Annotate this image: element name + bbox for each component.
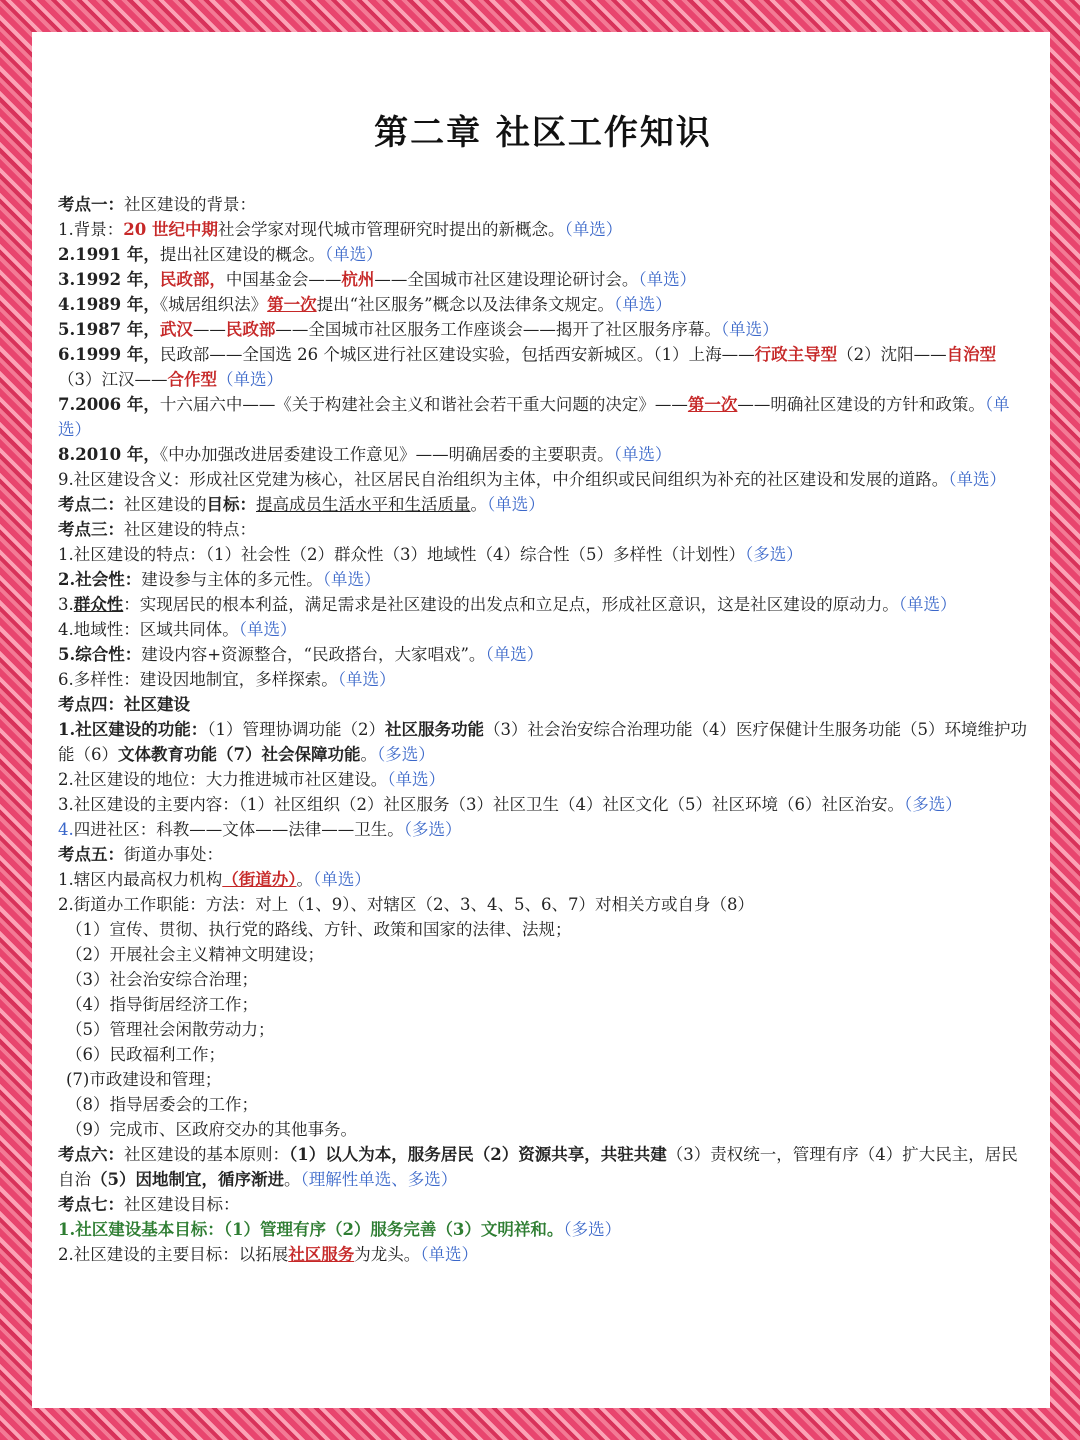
text-line	[58, 217, 1028, 242]
text-line	[58, 1192, 1028, 1217]
question-type-tag: （单选）	[337, 670, 396, 689]
text-segment: 社会学家对现代城市管理研究时提出的新概念。	[217, 220, 565, 239]
text-segment: 考点三：	[58, 520, 124, 539]
text-segment: ：实现居民的根本利益，满足需求是社区建设的出发点和立足点，形成社区意识，这是社区建设的原动力。	[123, 595, 899, 614]
text-segment: 9.社区建设含义：形成社区党建为核心，社区居民自治组织为主体，中介组织或民间组织为补充的社区建设和发展的道路。	[58, 470, 949, 489]
text-line	[58, 267, 1028, 292]
question-type-tag: （单选）	[322, 570, 381, 589]
text-segment: 合作型	[167, 370, 217, 389]
text-segment: 2.社区建设的地位：大力推进城市社区建设。	[58, 770, 388, 789]
text-segment: 7.2006 年，	[58, 395, 160, 414]
text-segment: 考点二：	[58, 495, 124, 514]
question-type-tag: （多选）	[744, 545, 803, 564]
text-line	[58, 767, 1028, 792]
text-line	[58, 1017, 1028, 1042]
text-segment: 1.社区建设基本目标：（1）管理有序（2）服务完善（3）文明祥和。	[58, 1220, 564, 1239]
question-type-tag: （多选）	[563, 1220, 622, 1239]
text-segment: 第一次	[687, 395, 738, 414]
text-segment: 4.1989 年，	[58, 295, 160, 314]
text-segment: （1）管理协调功能（2）	[207, 720, 385, 739]
text-segment: 提出社区建设的概念。	[159, 245, 325, 264]
question-type-tag: （单选）	[898, 595, 957, 614]
text-segment: 社区建设的特点：	[124, 520, 256, 539]
text-line	[58, 642, 1028, 667]
text-line	[58, 242, 1028, 267]
text-segment: 20 世纪中期	[123, 220, 218, 239]
text-line	[58, 967, 1028, 992]
question-type-tag: （单选）	[638, 270, 697, 289]
text-segment: 考点六：	[58, 1145, 124, 1164]
text-segment: （2）开展社会主义精神文明建设；	[66, 945, 324, 964]
page-title: 第二章 社区工作知识	[374, 113, 712, 153]
text-segment: 6.多样性：建设因地制宜，多样探索。	[58, 670, 338, 689]
text-segment: 2.1991 年，	[58, 245, 160, 264]
text-segment: 文体教育功能（7）社会保障功能	[118, 745, 361, 764]
text-segment: 。	[296, 870, 313, 889]
text-line	[58, 617, 1028, 642]
text-segment: （2）沈阳——	[837, 345, 947, 364]
text-segment: 。	[470, 495, 487, 514]
question-type-tag: （单选）	[313, 870, 371, 889]
text-segment: 四进社区：科教——文体——法律——卫生。	[73, 820, 404, 839]
text-line	[58, 667, 1028, 692]
text-segment: （1）以人为本，服务居民（2）资源共享，共驻共建	[289, 1145, 667, 1164]
text-line	[58, 1142, 1028, 1192]
text-segment: 提高成员生活水平和生活质量	[256, 495, 471, 514]
text-segment: （3）社会治安综合治理功能（4）医疗保健计生服务功能（5）环境维护功能（6）	[58, 720, 1027, 764]
text-line	[58, 692, 1028, 717]
text-segment: 目标：	[206, 495, 256, 514]
text-line	[58, 817, 1028, 842]
text-segment: 1.辖区内最高权力机构	[58, 870, 223, 889]
text-segment: 社区服务功能	[384, 720, 484, 739]
text-line	[58, 467, 1028, 492]
text-line	[58, 592, 1028, 617]
question-type-tag: （单选）	[613, 445, 672, 464]
text-line	[58, 1067, 1028, 1092]
question-type-tag: （单选）	[324, 245, 383, 264]
text-segment: 社区建设目标：	[124, 1195, 240, 1214]
text-segment: 杭州	[341, 270, 375, 289]
text-segment: 1.社区建设的功能：	[58, 720, 208, 739]
text-segment: （4）指导街居经济工作；	[66, 995, 258, 1014]
document-page	[32, 32, 1050, 1408]
question-type-tag: （单选）	[720, 320, 779, 339]
text-line	[58, 342, 1028, 392]
question-type-tag: （单选）	[387, 770, 445, 789]
question-type-tag: （单选）	[217, 370, 283, 389]
text-segment: 街道办事处：	[124, 845, 223, 864]
text-segment: （3）江汉——	[58, 370, 168, 389]
text-segment: 《中办加强改进居委建设工作意见》——明确居委的主要职责。	[159, 445, 614, 464]
text-segment: 考点七：	[58, 1195, 124, 1214]
text-line	[58, 842, 1028, 867]
text-line	[58, 792, 1028, 817]
text-segment: 。	[360, 745, 377, 764]
question-type-tag: （多选）	[376, 745, 435, 764]
text-segment: 3.社区建设的主要内容：（1）社区组织（2）社区服务（3）社区卫生（4）社区文化（5）社区环境（6）社区治安。	[58, 795, 904, 814]
question-type-tag: （理解性单选、多选）	[300, 1170, 458, 1189]
text-segment: 社区建设的基本原则：	[124, 1145, 289, 1164]
text-segment: （6）民政福利工作；	[66, 1045, 225, 1064]
question-type-tag: （多选）	[903, 795, 962, 814]
text-segment: （5）因地制宜，循序渐进	[91, 1170, 284, 1189]
text-segment: (7)市政建设和管理；	[66, 1070, 222, 1089]
text-segment: 《城居组织法》	[159, 295, 268, 314]
text-segment: 4.地域性：区域共同体。	[58, 620, 239, 639]
text-segment: 1.背景：	[58, 220, 124, 239]
text-segment: 5.1987 年，	[58, 320, 160, 339]
question-type-tag: （单选）	[485, 645, 544, 664]
text-segment: 武汉	[159, 320, 193, 339]
text-line	[58, 392, 1028, 442]
text-segment: 1.社区建设的特点：（1）社会性（2）群众性（3）地域性（4）综合性（5）多样性（计划性）	[58, 545, 745, 564]
question-type-tag: （单选）	[948, 470, 1006, 489]
text-segment: 5.综合性：	[58, 645, 142, 664]
text-line	[58, 1042, 1028, 1067]
text-segment: 考点五：	[58, 845, 124, 864]
text-segment: （街道办）	[222, 870, 297, 889]
text-line	[58, 867, 1028, 892]
text-segment: 第一次	[267, 295, 317, 314]
text-line	[58, 717, 1028, 767]
text-line	[58, 892, 1028, 917]
text-segment: （1）宣传、贯彻、执行党的路线、方针、政策和国家的法律、法规；	[66, 920, 572, 939]
text-line	[58, 1217, 1028, 1242]
text-line	[58, 192, 1028, 217]
text-segment: 中国基金会——	[225, 270, 342, 289]
text-line	[58, 517, 1028, 542]
text-segment: （9）完成市、区政府交办的其他事务。	[66, 1120, 357, 1139]
question-type-tag: （单选）	[487, 495, 545, 514]
text-segment: ——全国城市社区服务工作座谈会——揭开了社区服务序幕。	[275, 320, 721, 339]
text-segment: 自治型	[946, 345, 997, 364]
text-segment: 行政主导型	[754, 345, 838, 364]
text-segment: 建设内容+资源整合，“民政搭台，大家唱戏”。	[141, 645, 486, 664]
text-line	[58, 442, 1028, 467]
text-segment: 6.1999 年，	[58, 345, 160, 364]
question-type-tag: 4.	[58, 820, 74, 839]
text-segment: 群众性	[73, 595, 124, 614]
text-segment: 。	[283, 1170, 301, 1189]
text-segment: 3.1992 年，	[58, 270, 160, 289]
text-segment: 2.社区建设的主要目标：以拓展	[58, 1245, 289, 1264]
text-line	[58, 917, 1028, 942]
text-segment: （3）责权统一，管理有序（4）扩大民主，居民自治	[58, 1145, 1018, 1189]
text-segment: ——明确社区建设的方针和政策。	[737, 395, 985, 414]
question-type-tag: （单选）	[58, 395, 1010, 439]
document-body	[58, 192, 1028, 1267]
text-line	[58, 492, 1028, 517]
question-type-tag: （单选）	[564, 220, 623, 239]
text-segment: 社区建设的背景：	[124, 195, 256, 214]
question-type-tag: （单选）	[238, 620, 297, 639]
text-segment: 为龙头。	[354, 1245, 421, 1264]
question-type-tag: （单选）	[420, 1245, 478, 1264]
text-line	[58, 1092, 1028, 1117]
text-segment: ——	[192, 320, 226, 339]
text-line	[58, 992, 1028, 1017]
text-line	[58, 317, 1028, 342]
text-segment: 建设参与主体的多元性。	[141, 570, 323, 589]
text-line	[58, 1117, 1028, 1142]
question-type-tag: （多选）	[403, 820, 462, 839]
question-type-tag: （单选）	[614, 295, 672, 314]
text-segment: 民政部，	[159, 270, 226, 289]
text-segment: 社区服务	[288, 1245, 355, 1264]
text-line	[58, 542, 1028, 567]
text-line	[58, 1242, 1028, 1267]
text-segment: 8.2010 年，	[58, 445, 160, 464]
text-segment: 2.社会性：	[58, 570, 142, 589]
text-line	[58, 567, 1028, 592]
text-segment: 2.街道办工作职能：方法：对上（1、9）、对辖区（2、3、4、5、6、7）对相关方或自身（8）	[58, 895, 754, 914]
text-segment: （8）指导居委会的工作；	[66, 1095, 258, 1114]
text-segment: ——全国城市社区建设理论研讨会。	[374, 270, 639, 289]
text-segment: 考点一：	[58, 195, 124, 214]
text-segment: 社区建设的	[124, 495, 207, 514]
text-line	[58, 292, 1028, 317]
text-segment: 考点四：社区建设	[58, 695, 190, 714]
text-segment: 提出“社区服务”概念以及法律条文规定。	[316, 295, 615, 314]
text-segment: 十六届六中——《关于构建社会主义和谐社会若干重大问题的决定》——	[159, 395, 688, 414]
text-segment: 民政部——全国选 26 个城区进行社区建设实验，包括西安新城区。（1）上海——	[159, 345, 755, 364]
text-segment: 3.	[58, 595, 74, 614]
text-segment: （3）社会治安综合治理；	[66, 970, 258, 989]
text-line	[58, 942, 1028, 967]
text-segment: 民政部	[225, 320, 276, 339]
text-segment: （5）管理社会闲散劳动力；	[66, 1020, 275, 1039]
